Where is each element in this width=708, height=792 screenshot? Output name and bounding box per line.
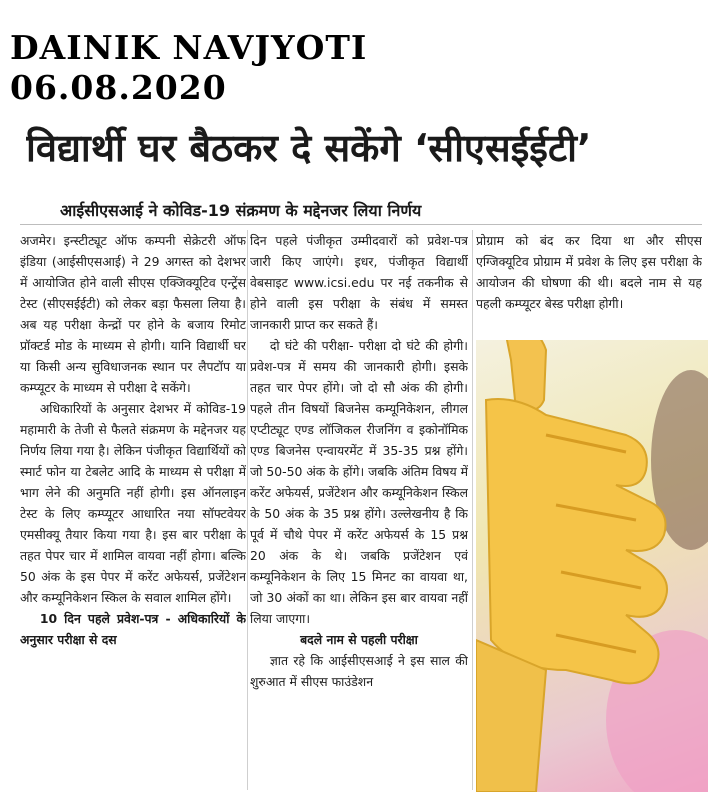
article-subheadline: आईसीएसआई ने कोविड-19 संक्रमण के मद्देनजर लिया निर्णय: [60, 201, 422, 220]
article-photo: [476, 340, 708, 792]
paragraph: अधिकारियों के अनुसार देशभर में कोविड-19 महामारी के तेजी से फैलते संक्रमण के मद्देनजर यह निर्णय लिया गया है। लेकिन पंजीकृत विद्यार्थियों को स्मार्ट फोन या टेबलेट आदि के माध्यम से परीक्षा में भाग लेने की अनुमति नहीं होगी। इस ऑनलाइन टेस्ट के लिए कम्प्यूटर आधारित नया सॉफ्टवेयर एमसीक्यू तैयार किया गया है। इस बार परीक्षा के तहत पेपर चार में शामिल वायवा नहीं होगा। बल्कि 50 अंक के इस पेपर में करेंट अफेयर्स, प्रजेंटेशन और कम्यूनिकेशन स्किल के सवाल शामिल होंगे।: [20, 401, 246, 605]
article-headline: विद्यार्थी घर बैठकर दे सकेंगे ‘सीएसईईटी’: [26, 126, 592, 170]
newspaper-name: DAINIK NAVJYOTI: [10, 28, 368, 67]
paragraph: दो घंटे की परीक्षा- परीक्षा दो घंटे की होगी। प्रवेश-पत्र में समय की जानकारी होगी। इसके तहत चार पेपर होंगे। जो दो सौ अंक की होगी। पहले तीन विषयों बिजनेस कम्यूनिकेशन, लीगल एप्टीट्यूट एण्ड लॉजिकल रीजनिंग व इकोनॉमिक एण्ड बिजनेस एन्वायरमेंट में 35-35 प्रश्न होंगे। जो 50-50 अंक के होंगे। जबकि अंतिम विषय में करेंट अफेयर्स, प्रजेंटेशन और कम्यूनिकेशन स्किल के 50 अंक के 35 प्रश्न होंगे। उल्लेखनीय है कि पूर्व में चौथे पेपर में करेंट अफेयर्स के 15 प्रश्न 20 अंक के थे। जबकि प्रजेंटेशन एवं कम्यूनिकेशन के लिए 15 मिनट का वायवा था, जो 30 अंकों का था। लेकिन इस बार वायवा नहीं लिया जाएगा।: [250, 338, 468, 626]
publication-date: 06.08.2020: [10, 68, 227, 107]
thumbs-up-illustration: [476, 340, 708, 792]
column-divider: [472, 230, 473, 790]
article-column-1: [20, 230, 246, 790]
section-subheading: बदले नाम से पहली परीक्षा: [300, 632, 418, 647]
paragraph: दिन पहले पंजीकृत उम्मीदवारों को प्रवेश-पत्र जारी किए जाएंगे। इधर, पंजीकृत विद्यार्थी वेबसाइट www.icsi.edu पर नई तकनीक से होने वाली इस परीक्षा के संबंध में समस्त जानकारी प्राप्त कर सकते हैं।: [250, 233, 468, 332]
paragraph: अजमेर। इन्स्टीट्यूट ऑफ कम्पनी सेक्रेटरी ऑफ इंडिया (आईसीएसआई) ने 29 अगस्त को देशभर में आयोजित होने वाली सीएस एक्जिक्यूटिव एन्ट्रेंस टेस्ट (सीएसईईटी) को लेकर बड़ा फैसला लिया है। अब यह परीक्षा केन्द्रों पर होने के बजाय रिमोट प्रॉक्टर्ड मोड के माध्यम से होगी। यानि विद्यार्थी घर या किसी अन्य सुविधाजनक स्थान पर लैपटॉप या कम्प्यूटर के माध्यम से परीक्षा दे सकेंगे।: [20, 233, 246, 395]
article-column-2: [250, 230, 468, 790]
headline-rule: [20, 224, 702, 225]
newspaper-source: [10, 28, 367, 108]
paragraph: 10 दिन पहले प्रवेश-पत्र - अधिकारियों के अनुसार परीक्षा से दस: [20, 611, 246, 647]
column-divider: [247, 230, 248, 790]
article-column-3: [476, 230, 702, 340]
paragraph: ज्ञात रहे कि आईसीएसआई ने इस साल की शुरुआत में सीएस फाउंडेशन: [250, 653, 468, 689]
paragraph: प्रोग्राम को बंद कर दिया था और सीएस एग्जिक्यूटिव प्रोग्राम में प्रवेश के लिए इस परीक्षा के आयोजन की घोषणा की थी। बदले नाम से यह पहली कम्प्यूटर बेस्ड परीक्षा होगी।: [476, 233, 702, 311]
